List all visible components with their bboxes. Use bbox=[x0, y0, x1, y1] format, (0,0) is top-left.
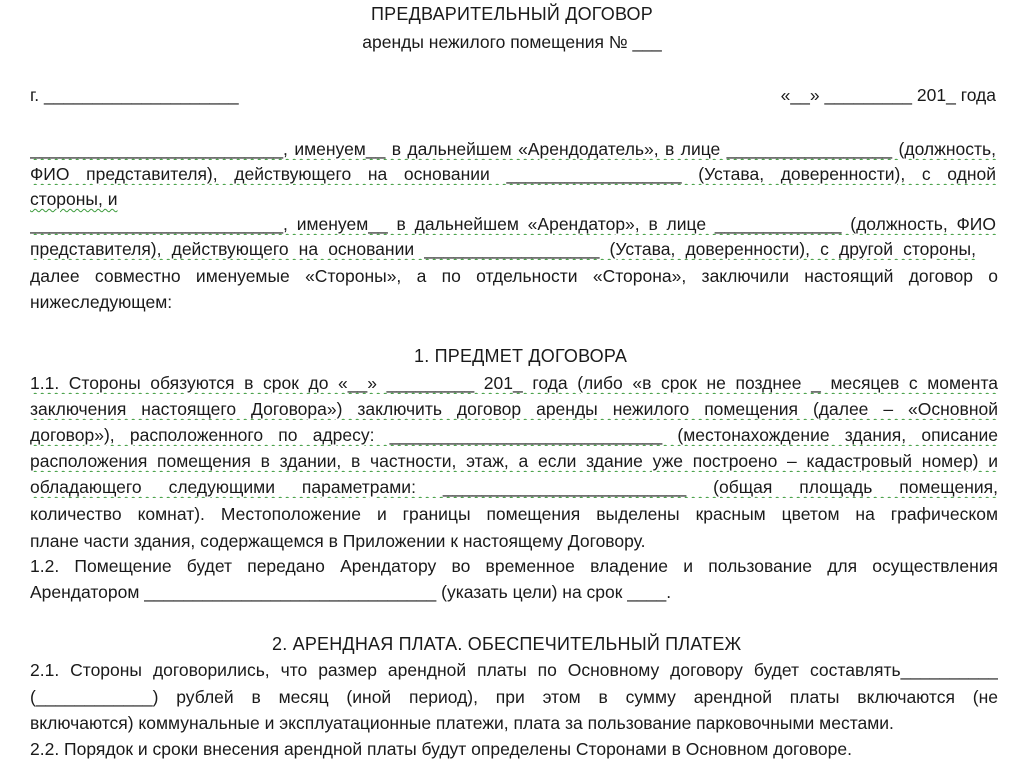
section-1-line-4: расположения помещения в здании, в частности, этаж, а если здание уже построено – кадастровый номер) и bbox=[30, 451, 998, 471]
preamble-line-5: представителя), действующего на основании __________________ (Устава, доверенности), с другой стороны, bbox=[30, 239, 976, 259]
section-1-line-6: количество комнат). Местоположение и границы помещения выделены красным цветом на графическом bbox=[30, 504, 998, 524]
preamble-line-4: __________________________, именуем__ в дальнейшем «Арендатор», в лице _____________ (должность, ФИО bbox=[30, 214, 996, 234]
section-1-line-2: заключения настоящего Договора») заключить договор аренды нежилого помещения (далее – «Основной bbox=[30, 399, 998, 419]
section-1-line-3: договор»), расположенного по адресу: ____________________________ (местонахождение здания, описание bbox=[30, 425, 998, 445]
preamble-line-7: нижеследующем: bbox=[30, 292, 173, 312]
section-2-line-3: включаются) коммунальные и эксплуатационные платежи, плата за пользование парковочными местами. bbox=[30, 713, 894, 733]
section-1-line-5: обладающего следующими параметрами: _________________________ (общая площадь помещения, bbox=[30, 477, 998, 497]
section-1-line-8: 1.2. Помещение будет передано Арендатору во временное владение и пользование для осуществления bbox=[30, 556, 998, 576]
section-2-heading: 2. АРЕНДНАЯ ПЛАТА. ОБЕСПЕЧИТЕЛЬНЫЙ ПЛАТЕЖ bbox=[272, 634, 742, 654]
section-2-line-1: 2.1. Стороны договорились, что размер арендной платы по Основному договору будет составлять__________ bbox=[30, 660, 998, 680]
section-1-heading: 1. ПРЕДМЕТ ДОГОВОРА bbox=[414, 346, 628, 366]
preamble-line-1: __________________________, именуем__ в дальнейшем «Арендодатель», в лице _________________ (должность, bbox=[30, 139, 996, 159]
section-1-line-9: Арендатором ______________________________ (указать цели) на срок ____. bbox=[30, 582, 672, 602]
section-2-line-2: (____________) рублей в месяц (иной период), при этом в сумму арендной платы включаются (не bbox=[30, 687, 998, 707]
preamble-line-3: стороны, и bbox=[30, 189, 118, 209]
document-title: ПРЕДВАРИТЕЛЬНЫЙ ДОГОВОР bbox=[371, 4, 653, 24]
date-field: «__» _________ 201_ года bbox=[780, 85, 996, 105]
section-2-line-4: 2.2. Порядок и сроки внесения арендной платы будут определены Сторонами в Основном договоре. bbox=[30, 739, 852, 759]
section-1-line-1: 1.1. Стороны обязуются в срок до «__» _________ 201_ года (либо «в срок не позднее _ месяцев с момента bbox=[30, 373, 998, 393]
section-1-line-7: плане части здания, содержащемся в Приложении к настоящему Договору. bbox=[30, 531, 646, 551]
city-field: г. ____________________ bbox=[30, 85, 239, 105]
document-subtitle: аренды нежилого помещения № ___ bbox=[362, 32, 662, 52]
preamble-line-6: далее совместно именуемые «Стороны», а по отдельности «Сторона», заключили настоящий договор о bbox=[30, 266, 998, 286]
preamble-line-2: ФИО представителя), действующего на основании __________________ (Устава, доверенности), с одной bbox=[30, 164, 996, 184]
